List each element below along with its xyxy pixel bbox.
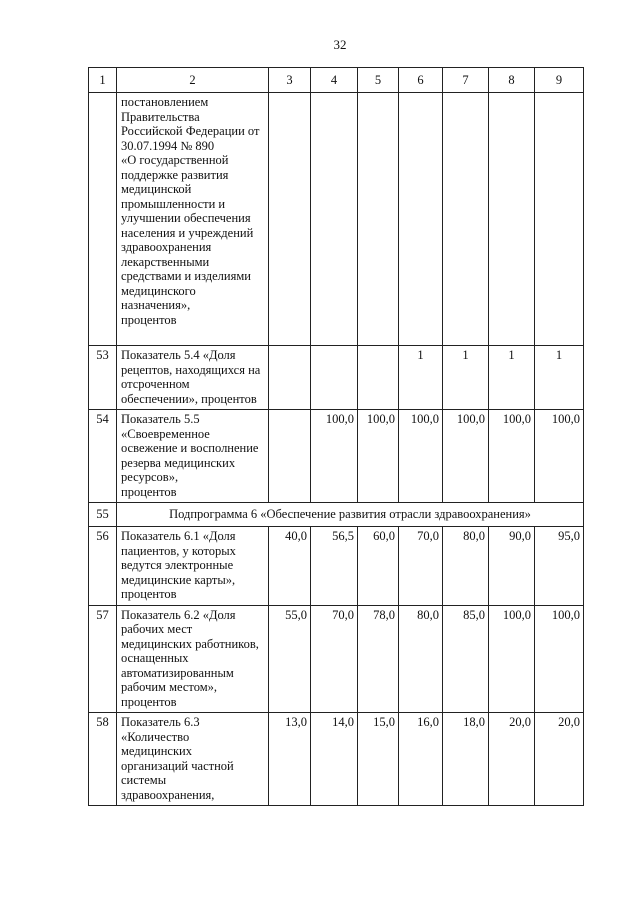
value-cell: 78,0 [358, 605, 399, 713]
header-cell: 5 [358, 68, 399, 93]
value-cell: 1 [489, 346, 535, 410]
table-row [89, 93, 584, 346]
row-number: 53 [89, 346, 117, 410]
header-cell: 8 [489, 68, 535, 93]
value-cell: 1 [399, 346, 443, 410]
value-cell: 70,0 [311, 605, 358, 713]
header-cell: 3 [269, 68, 311, 93]
value-cell: 80,0 [443, 527, 489, 606]
page-number: 32 [333, 37, 347, 52]
table-header-row [89, 68, 584, 93]
header-cell: 7 [443, 68, 489, 93]
value-cell: 60,0 [358, 527, 399, 606]
value-cell [358, 346, 399, 410]
value-cell: 100,0 [489, 410, 535, 503]
value-cell: 100,0 [535, 410, 584, 503]
indicators-table [88, 67, 584, 806]
value-cell: 100,0 [489, 605, 535, 713]
header-cell: 4 [311, 68, 358, 93]
value-cell: 15,0 [358, 713, 399, 806]
value-cell: 100,0 [311, 410, 358, 503]
table-row [89, 503, 584, 527]
value-cell [535, 93, 584, 346]
value-cell: 13,0 [269, 713, 311, 806]
value-cell: 85,0 [443, 605, 489, 713]
value-cell: 95,0 [535, 527, 584, 606]
row-number: 54 [89, 410, 117, 503]
value-cell: 100,0 [358, 410, 399, 503]
value-cell: 40,0 [269, 527, 311, 606]
row-number: 58 [89, 713, 117, 806]
row-number [89, 93, 117, 346]
value-cell [269, 93, 311, 346]
value-cell: 56,5 [311, 527, 358, 606]
table-row [89, 605, 584, 713]
row-number: 56 [89, 527, 117, 606]
table-row [89, 346, 584, 410]
value-cell [443, 93, 489, 346]
header-cell: 2 [117, 68, 269, 93]
row-number: 57 [89, 605, 117, 713]
value-cell [358, 93, 399, 346]
value-cell: 14,0 [311, 713, 358, 806]
value-cell [269, 346, 311, 410]
value-cell: 90,0 [489, 527, 535, 606]
indicator-name: Показатель 6.3 «Количество медицинских организаций частной системы здравоохранения, [117, 713, 269, 806]
value-cell [489, 93, 535, 346]
value-cell: 55,0 [269, 605, 311, 713]
value-cell [311, 93, 358, 346]
row-number: 55 [89, 503, 117, 527]
indicator-name: постановлением Правительства Российской Федерации от 30.07.1994 № 890 «О государственной поддержке развития медицинской промышленности и улучшении обеспечения населения и учреждений здравоохранения лекарственными средствами и изделиями медицинского назначения», процентов [117, 93, 269, 346]
value-cell: 20,0 [535, 713, 584, 806]
table-row [89, 527, 584, 606]
subprogram-title: Подпрограмма 6 «Обеспечение развития отрасли здравоохранения» [117, 503, 584, 527]
indicator-name: Показатель 6.2 «Доля рабочих мест медицинских работников, оснащенных автоматизированным рабочим местом», процентов [117, 605, 269, 713]
table-row [89, 410, 584, 503]
indicator-name: Показатель 5.4 «Доля рецептов, находящихся на отсроченном обеспечении», процентов [117, 346, 269, 410]
value-cell: 100,0 [535, 605, 584, 713]
value-cell: 70,0 [399, 527, 443, 606]
value-cell: 16,0 [399, 713, 443, 806]
value-cell: 100,0 [443, 410, 489, 503]
header-cell: 9 [535, 68, 584, 93]
value-cell: 100,0 [399, 410, 443, 503]
value-cell: 1 [443, 346, 489, 410]
value-cell: 80,0 [399, 605, 443, 713]
value-cell [269, 410, 311, 503]
table-row [89, 713, 584, 806]
indicator-name: Показатель 5.5 «Своевременное освежение и восполнение резерва медицинских ресурсов», процентов [117, 410, 269, 503]
header-cell: 1 [89, 68, 117, 93]
indicator-name: Показатель 6.1 «Доля пациентов, у которых ведутся электронные медицинские карты», процентов [117, 527, 269, 606]
value-cell: 18,0 [443, 713, 489, 806]
value-cell: 1 [535, 346, 584, 410]
value-cell: 20,0 [489, 713, 535, 806]
header-cell: 6 [399, 68, 443, 93]
value-cell [311, 346, 358, 410]
value-cell [399, 93, 443, 346]
